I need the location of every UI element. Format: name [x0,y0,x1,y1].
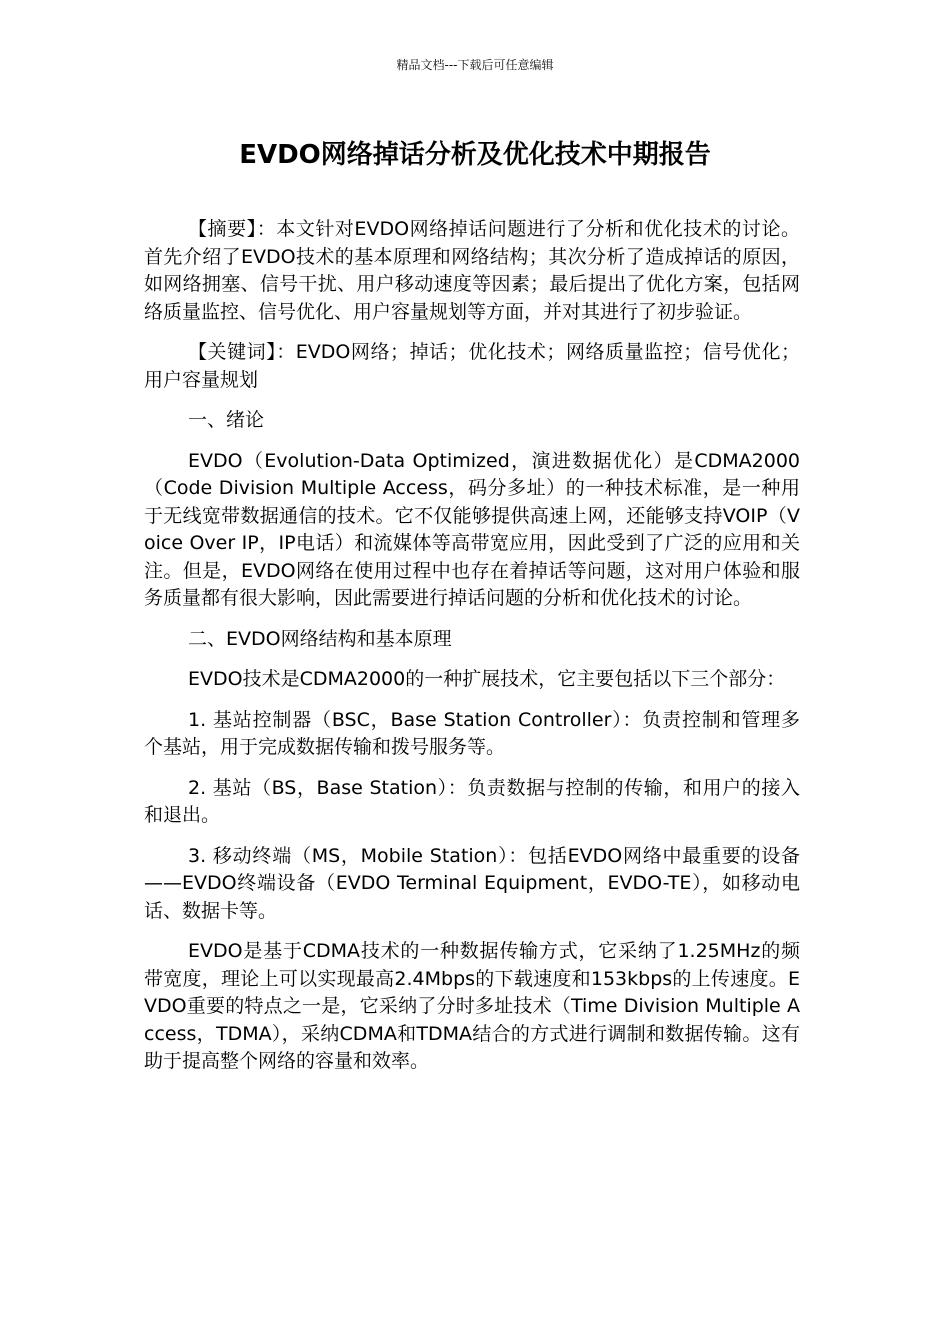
page-header-note: 精品文档---下载后可任意编辑 [396,58,554,72]
keywords-paragraph: 【关键词】：EVDO网络；掉话；优化技术；网络质量监控；信号优化；用户容量规划 [144,341,800,391]
section-heading-introduction: 一、绪论 [188,409,265,431]
section-heading-structure: 二、EVDO网络结构和基本原理 [188,627,452,650]
body-paragraph: EVDO（Evolution-Data Optimized，演进数据优化）是CDMA2000（Code Division Multiple Access，码分多址）的一种技术标准，是一种用于无线宽带数据通信的技术。它不仅能够提供高速上网，还能够支持VOIP（Voice Over IP，IP电话）和流媒体等高带宽应用，因此受到了广泛的应用和关注。但是，EVDO网络在使用过程中也存在着掉话等问题，这对用户体验和服务质量都有很大影响，因此需要进行掉话问题的分析和优化技术的讨论。 [144,449,800,609]
body-paragraph: EVDO是基于CDMA技术的一种数据传输方式，它采纳了1.25MHz的频带宽度，理论上可以实现最高2.4Mbps的下载速度和153kbps的上传速度。EVDO重要的特点之一是，它采纳了分时多址技术（Time Division Multiple Access，TDMA），采纳CDMA和TDMA结合的方式进行调制和数据传输。这有助于提高整个网络的容量和效率。 [144,940,800,1072]
document-body [144,216,800,1089]
list-item-bsc: 1. 基站控制器（BSC，Base Station Controller）：负责控制和管理多个基站，用于完成数据传输和拨号服务等。 [144,708,800,758]
document-title: EVDO网络掉话分析及优化技术中期报告 [239,140,711,170]
list-item-ms: 3. 移动终端（MS，Mobile Station）：包括EVDO网络中最重要的设备——EVDO终端设备（EVDO Terminal Equipment，EVDO-TE），如移动电话、数据卡等。 [144,844,800,922]
abstract-paragraph: 【摘要】：本文针对EVDO网络掉话问题进行了分析和优化技术的讨论。首先介绍了EVDO技术的基本原理和网络结构；其次分析了造成掉话的原因，如网络拥塞、信号干扰、用户移动速度等因素；最后提出了优化方案，包括网络质量监控、信号优化、用户容量规划等方面，并对其进行了初步验证。 [144,218,800,323]
list-item-bs: 2. 基站（BS，Base Station）：负责数据与控制的传输，和用户的接入和退出。 [144,776,800,826]
body-paragraph: EVDO技术是CDMA2000的一种扩展技术，它主要包括以下三个部分： [188,668,786,690]
